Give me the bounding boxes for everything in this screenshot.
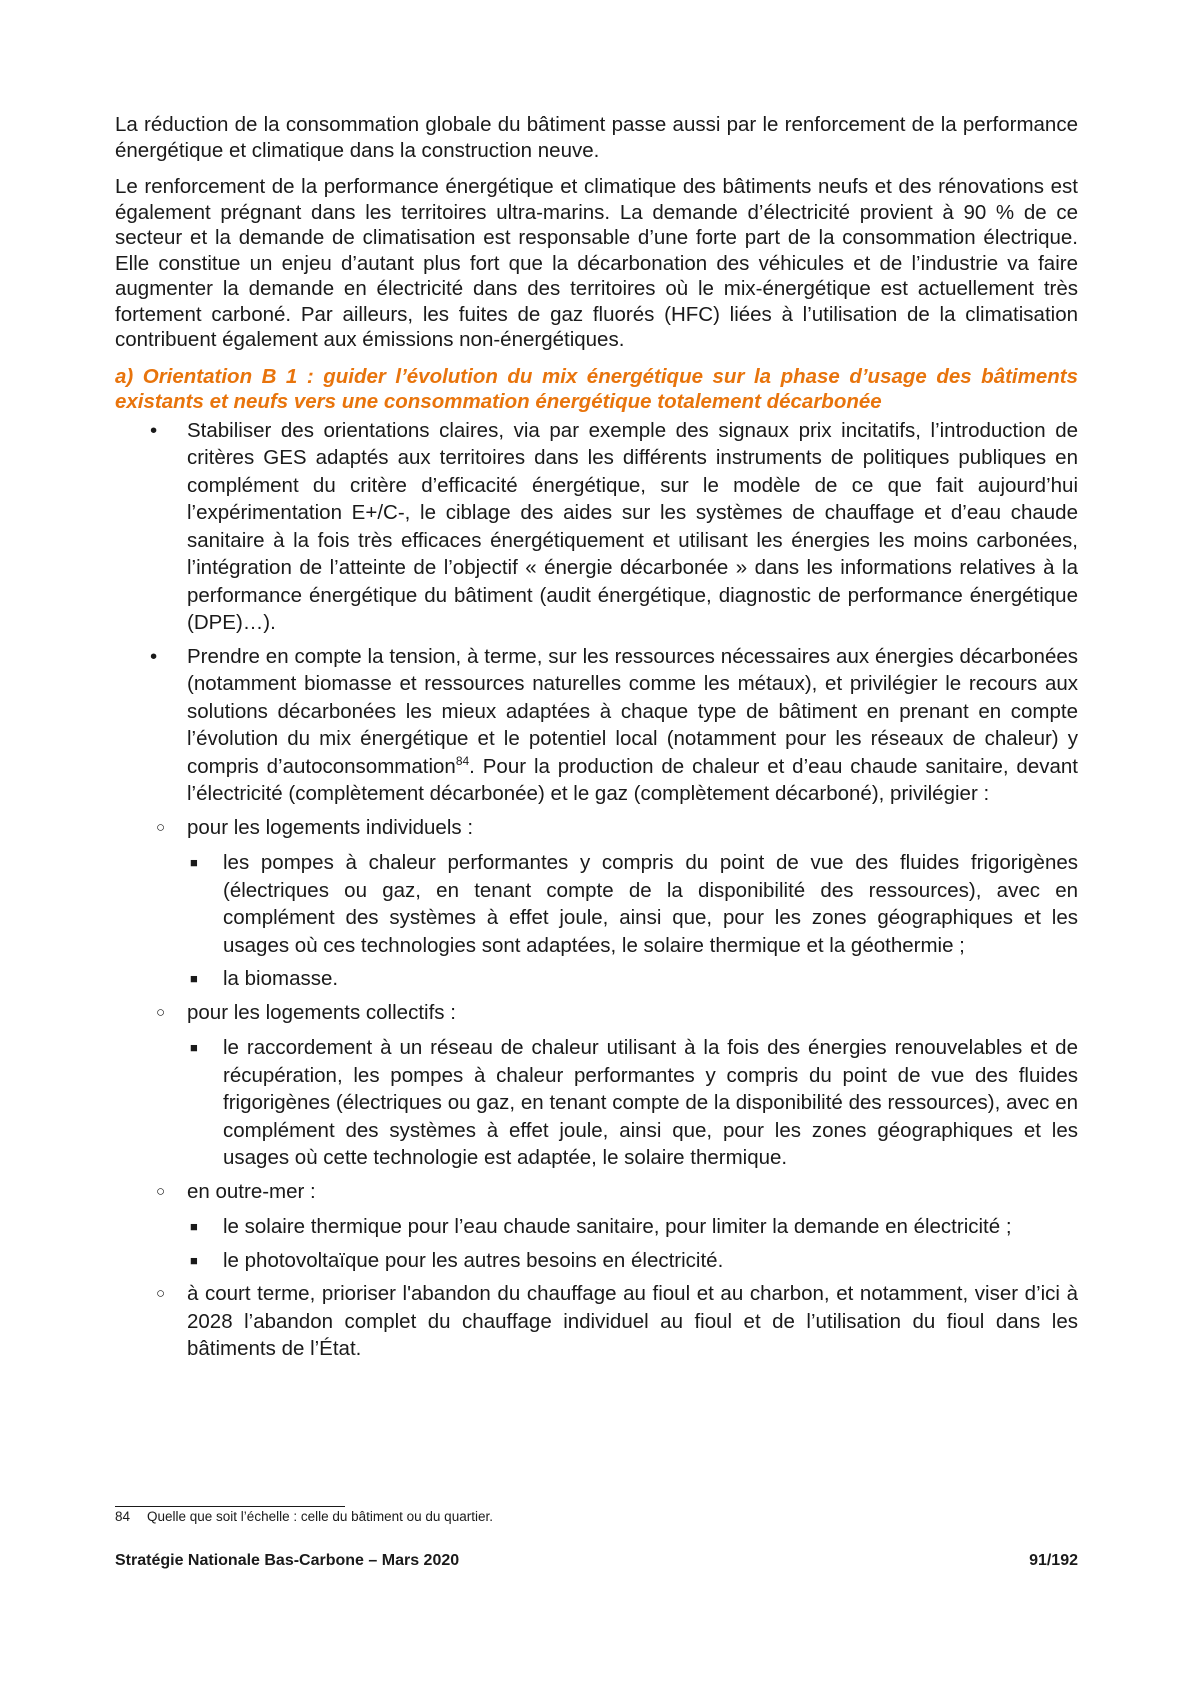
square-marker: ■ <box>190 971 198 986</box>
sub-item-label: en outre-mer : <box>187 1179 316 1203</box>
square-marker: ■ <box>190 1219 198 1234</box>
subsub-list <box>187 1213 1078 1274</box>
item-text: le solaire thermique pour l’eau chaude sanitaire, pour limiter la demande en électricité ; <box>223 1215 1012 1238</box>
item-text: le photovoltaïque pour les autres besoins en électricité. <box>223 1248 724 1272</box>
footnote-number: 84 <box>115 1509 131 1524</box>
square-marker: ■ <box>190 1252 198 1268</box>
page-body <box>115 112 1078 1369</box>
bullet-text: Stabiliser des orientations claires, via par exemple des signaux prix incitatifs, l’introduction de critères GES adaptés aux territoires dans les différents instruments de politiques publiques en complément du critère d’efficacité énergétique, sur le modèle de ce que fait aujourd’hui l’expérimentation E+/C-, le ciblage des aides sur les systèmes de chauffage et d’eau chaude sanitaire à la fois très efficaces énergétiquement et utilisant les énergies les moins carbonées, l’intégration de l’atteinte de l’objectif « énergie décarbonée » dans les informations relatives à la performance énergétique du bâtiment (audit énergétique, diagnostic de performance énergétique (DPE)…). <box>187 418 1078 634</box>
bullet-marker: • <box>150 644 158 668</box>
list-item <box>187 1247 1078 1275</box>
sub-list <box>151 814 1078 1363</box>
footer-title: Stratégie Nationale Bas-Carbone – Mars 2020 <box>115 1552 460 1569</box>
subsub-list <box>187 849 1078 993</box>
list-item <box>115 643 1078 1363</box>
item-text: le raccordement à un réseau de chaleur utilisant à la fois des énergies renouvelables et de récupération, les pompes à chaleur performantes y compris du point de vue des fluides frigorigènes (électriques ou gaz, en tenant compte de la disponibilité des ressources), avec en complément des systèmes à effet joule, ainsi que, pour les zones géographiques et les usages où cette technologie est adaptée, le solaire thermique. <box>223 1036 1078 1169</box>
footnote-ref[interactable]: 84 <box>455 753 470 768</box>
page-number: 91/192 <box>1029 1552 1078 1569</box>
sub-item-label: pour les logements collectifs : <box>187 1000 456 1024</box>
sub-list-item-overseas <box>151 1178 1078 1275</box>
sub-list-item-short-term <box>151 1280 1078 1363</box>
list-item <box>187 1213 1078 1241</box>
footnote <box>115 1509 493 1524</box>
item-text: la biomasse. <box>223 967 339 990</box>
circle-marker: ○ <box>156 1285 166 1302</box>
item-text: les pompes à chaleur performantes y compris du point de vue des fluides frigorigènes (électriques ou gaz, en tenant compte de la disponibilité des ressources), avec en complément des systèmes à effet joule, ainsi que, pour les zones géographiques et les usages où ces technologies sont adaptées, le solaire thermique et la géothermie ; <box>223 851 1078 957</box>
bullet-text: Prendre en compte la tension, à terme, sur les ressources nécessaires aux énergies décarbonées (notamment biomasse et ressources naturelles comme les métaux), et privilégier le recours aux solutions décarbonées les mieux adaptées à chaque type de bâtiment en prenant en compte l’évolution du mix énergétique et le potentiel local (notamment pour les réseaux de chaleur) y compris d’autoconsommation <box>187 644 1078 778</box>
circle-marker: ○ <box>156 1182 166 1200</box>
list-item <box>187 965 1078 993</box>
list-item <box>115 417 1078 637</box>
intro-paragraph-2: Le renforcement de la performance énergétique et climatique des bâtiments neufs et des rénovations est également prégnant dans les territoires ultra-marins. La demande d’électricité provient à 90 % de ce secteur et la demande de climatisation est responsable d’une forte part de la consommation électrique. Elle constitue un enjeu d’autant plus fort que la décarbonation des véhicules et de l’industrie va faire augmenter la demande en électricité dans des territoires où le mix-énergétique est actuellement très fortement carboné. Par ailleurs, les fuites de gaz fluorés (HFC) liées à l’utilisation de la climatisation contribuent également aux émissions non-énergétiques. <box>115 175 1078 351</box>
orientation-heading: a) Orientation B 1 : guider l’évolution du mix énergétique sur la phase d’usage des bâtiments existants et neufs vers une consommation énergétique totalement décarbonée <box>115 364 1078 413</box>
bullet-list <box>115 417 1078 1363</box>
page-footer <box>115 1552 1078 1570</box>
footnote-separator <box>115 1506 345 1507</box>
sub-list-item-individual <box>151 814 1078 993</box>
subsub-list <box>187 1034 1078 1172</box>
circle-marker: ○ <box>156 1003 166 1021</box>
square-marker: ■ <box>190 855 198 870</box>
sub-item-label: pour les logements individuels : <box>187 815 474 839</box>
bullet-marker: • <box>150 418 158 442</box>
sub-item-text: à court terme, prioriser l'abandon du chauffage au fioul et au charbon, et notamment, viser d’ici à 2028 l’abandon complet du chauffage individuel au fioul et de l’utilisation du fioul dans les bâtiments de l’État. <box>187 1282 1078 1360</box>
list-item <box>187 1034 1078 1172</box>
list-item <box>187 849 1078 959</box>
square-marker: ■ <box>190 1040 198 1055</box>
sub-list-item-collective <box>151 999 1078 1172</box>
intro-paragraph-1: La réduction de la consommation globale du bâtiment passe aussi par le renforcement de la performance énergétique et climatique dans la construction neuve. <box>115 113 1078 162</box>
footnote-text: Quelle que soit l’échelle : celle du bâtiment ou du quartier. <box>147 1509 493 1524</box>
circle-marker: ○ <box>156 818 166 836</box>
bullet-text-continued: . Pour la production de chaleur et d’eau chaude sanitaire, devant l’électricité (complètement décarbonée) et le gaz (complètement décarboné), privilégier : <box>187 754 1078 805</box>
